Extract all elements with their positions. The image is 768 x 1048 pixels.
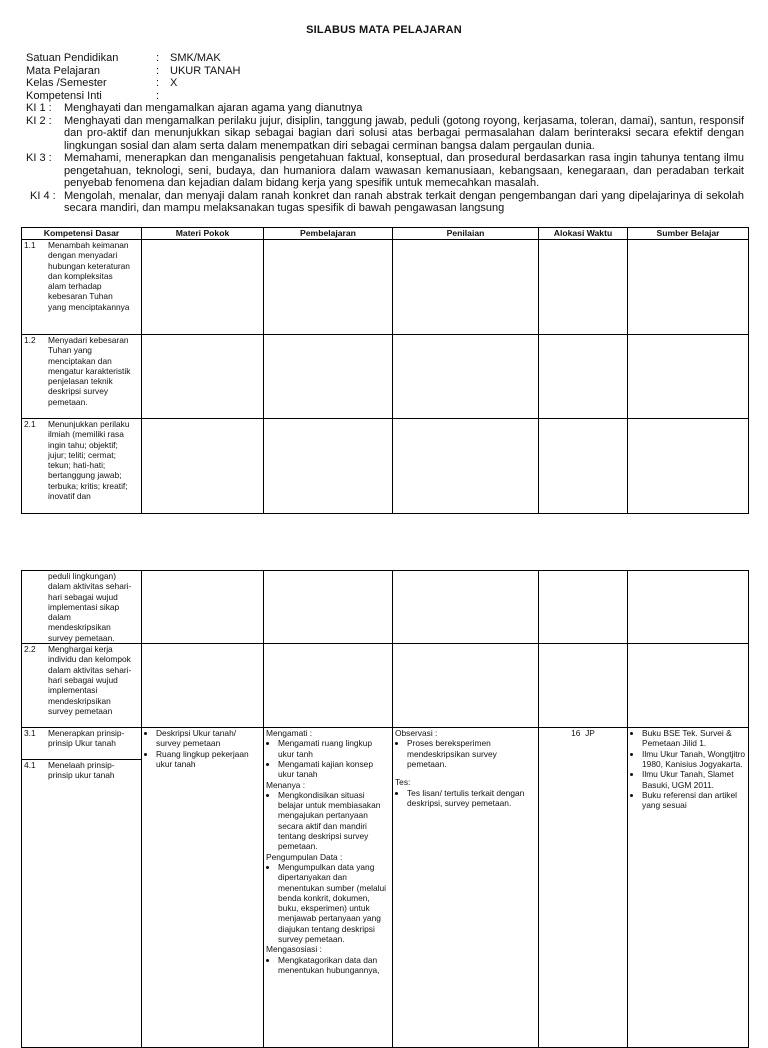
sumber-belajar-cell (628, 728, 749, 1048)
pembelajaran-cell (264, 728, 393, 1048)
kd-cell (22, 240, 142, 335)
header-penilaian: Penilaian (393, 228, 539, 240)
empty-cell (142, 419, 264, 514)
ki-row (26, 102, 744, 115)
table-row (22, 571, 749, 644)
list-item: • Deskripsi Ukur tanah/ survey pemetaan (156, 728, 261, 749)
table-row (22, 728, 749, 1048)
alokasi-waktu-cell (539, 728, 628, 1048)
learning-step (266, 944, 390, 975)
kd-number: 4.1 (24, 760, 36, 771)
assessment-group (395, 777, 536, 808)
empty-cell (264, 419, 393, 514)
table-row (22, 335, 749, 419)
empty-cell (539, 644, 628, 728)
empty-cell (264, 644, 393, 728)
kd-text: Menunjukkan perilaku ilmiah (memiliki rasa ingin tahu; objektif; jujur; teliti; cermat; tekun; hati-hati; bertanggung jawab; terbuka; kritis; kreatif; inovatif dan (48, 419, 130, 502)
assessment-group (395, 728, 536, 769)
list-item: • Mengamati kajian konsep ukur tanah (278, 759, 390, 780)
empty-cell (142, 571, 264, 644)
kd-text: Menambah keimanan dengan menyadari hubungan keteraturan dan kompleksitas alam terhadap kebesaran Tuhan yang menciptakannya (48, 240, 130, 312)
empty-cell (628, 240, 749, 335)
step-heading: Pengumpulan Data : (266, 851, 343, 862)
step-heading: Mengamati : (266, 728, 313, 739)
ki-key: KI 4 : (30, 189, 56, 202)
kd-cell (22, 728, 142, 1048)
list-item: • Mengkondisikan situasi belajar untuk membiasakan mengajukan pertanyaan secara aktif dan mandiri tentang deskripsi survey pemetaan. (278, 790, 390, 852)
kd-text: Menghargai kerja individu dan kelompok dalam aktivitas sehari-hari sebagai wujud implementasi mendeskripsikan survey pemetaan (48, 644, 132, 716)
info-colon: : (156, 77, 160, 90)
empty-cell (393, 644, 539, 728)
list-item: • Tes lisan/ tertulis terkait dengan deskripsi, survey pemetaan. (407, 788, 536, 809)
syllabus-table-part-1 (21, 227, 749, 514)
info-value: SMK/MAK (170, 52, 221, 64)
list-item: • Mengumpulkan data yang dipertanyakan dan menentukan sumber (melalui benda konkrit, dokumen, buku, eksperimen) untuk menjawab pertanyaan yang diajukan tentang deskripsi survey pemetaan. (278, 862, 390, 944)
info-key: Mata Pelajaran (26, 64, 100, 77)
ki-text: Menghayati dan mengamalkan perilaku jujur, disiplin, tanggung jawab, peduli (gotong royong, kerjasama, toleran, damai), santun, responsif dan pro-aktif dan menunjukkan sikap sebagai bagian dari solusi atas berbagai permasalahan dalam berinteraksi secara efektif dengan lingkungan sosial dan alam serta dalam menempatkan diri sebagai cerminan bangsa dalam pergaulan dunia. (64, 114, 744, 152)
kd-cell (22, 419, 142, 514)
kd-number: 3.1 (24, 728, 36, 739)
assessment-heading: Tes: (395, 777, 411, 788)
list-item: • Mengkatagorikan data dan menentukan hubungannya, (278, 955, 390, 976)
ki-text: Memahami, menerapkan dan menganalisis pengetahuan faktual, konseptual, dan prosedural berdasarkan rasa ingin tahunya tentang ilmu pengetahuan, teknologi, seni, budaya, dan humaniora dalam wawasan kemanusiaan, kebangsaan, kenegaraan, dan peradaban terkait penyebab fenomena dan kejadian dalam bidang kerja yang spesifik untuk memecahkan masalah. (64, 152, 744, 189)
empty-cell (539, 240, 628, 335)
info-key: Kelas /Semester (26, 77, 107, 90)
info-row (26, 65, 241, 78)
list-item: • Ilmu Ukur Tanah, Wongtjitro 1980, Kanisius Jogyakarta. (642, 749, 746, 770)
empty-cell (264, 240, 393, 335)
empty-cell (142, 644, 264, 728)
ki-key: KI 1 : (26, 102, 52, 114)
empty-cell (628, 571, 749, 644)
ki-text: Mengolah, menalar, dan menyaji dalam ranah konkret dan ranah abstrak terkait dengan pengembangan dari yang dipelajarinya di sekolah secara mandiri, dan mampu melaksanakan tugas spesifik di bawah pengawasan langsung (64, 189, 744, 214)
ki-row (26, 115, 744, 153)
empty-cell (264, 571, 393, 644)
kd-number: 2.2 (24, 644, 36, 655)
ki-text: Menghayati dan mengamalkan ajaran agama yang dianutnya (64, 102, 363, 114)
empty-cell (264, 335, 393, 419)
document-title: SILABUS MATA PELAJARAN (306, 24, 462, 36)
header-materi-pokok: Materi Pokok (142, 228, 264, 240)
ki-key: KI 3 : (26, 152, 52, 164)
empty-cell (393, 419, 539, 514)
list-item: • Proses bereksperimen mendeskripsikan survey pemetaan. (407, 738, 536, 769)
table-row (22, 419, 749, 514)
time-allocation: 16 JP (571, 728, 595, 739)
empty-cell (393, 571, 539, 644)
list-item: • Ilmu Ukur Tanah, Slamet Basuki, UGM 2011. (642, 769, 746, 790)
empty-cell (393, 240, 539, 335)
kd-number: 1.1 (24, 240, 36, 250)
empty-cell (628, 335, 749, 419)
learning-step (266, 780, 390, 852)
empty-cell (142, 335, 264, 419)
header-pembelajaran: Pembelajaran (264, 228, 393, 240)
kd-cell (22, 571, 142, 644)
materi-list (144, 728, 261, 769)
kd-text: Menyadari kebesaran Tuhan yang menciptakan dan mengatur karakteristik penjelasan teknik deskripsi survey pemetaan. (48, 335, 131, 407)
empty-cell (539, 335, 628, 419)
header-sumber-belajar: Sumber Belajar (628, 228, 749, 240)
step-heading: Mengasosiasi : (266, 944, 322, 955)
kd-number: 2.1 (24, 419, 36, 429)
materi-pokok-cell (142, 728, 264, 1048)
kd-text: peduli lingkungan) dalam aktivitas sehari-hari sebagai wujud implementasi sikap dalam mendeskripsikan survey pemetaan. (48, 571, 132, 643)
empty-cell (539, 419, 628, 514)
info-value: X (170, 77, 178, 90)
list-item: • Ruang lingkup pekerjaan ukur tanah (156, 749, 261, 770)
assessment-heading: Observasi : (395, 728, 438, 739)
header-alokasi-waktu: Alokasi Waktu (539, 228, 628, 240)
empty-cell (628, 419, 749, 514)
ki-key: KI 2 : (26, 114, 52, 127)
info-colon: : (156, 89, 160, 102)
info-value: UKUR TANAH (170, 64, 241, 77)
info-colon: : (156, 64, 160, 77)
kd-text: Menerapkan prinsip-prinsip Ukur tanah (48, 728, 125, 749)
empty-cell (393, 335, 539, 419)
table-row (22, 240, 749, 335)
syllabus-table-part-2 (21, 570, 749, 1048)
ki-row (26, 190, 744, 215)
learning-step (266, 728, 390, 779)
kd-cell (22, 644, 142, 728)
kd-cell (22, 335, 142, 419)
table-row (22, 644, 749, 728)
empty-cell (628, 644, 749, 728)
kd-text: Menelaah prinsip-prinsip ukur tanah (48, 760, 115, 781)
header-kompetensi-dasar: Kompetensi Dasar (22, 228, 142, 240)
table-header-row (22, 228, 749, 240)
info-key: Kompetensi Inti (26, 89, 102, 102)
info-row (26, 90, 241, 103)
step-heading: Menanya : (266, 779, 306, 790)
info-colon: : (156, 52, 160, 64)
empty-cell (539, 571, 628, 644)
list-item: • Buku BSE Tek. Survei & Pemetaan Jilid 1. (642, 728, 746, 749)
empty-cell (142, 240, 264, 335)
identity-block (26, 52, 241, 102)
info-row (26, 52, 241, 65)
ki-row (26, 152, 744, 190)
list-item: • Mengamati ruang lingkup ukur tanh (278, 738, 390, 759)
info-key: Satuan Pendidikan (26, 52, 119, 64)
penilaian-cell (393, 728, 539, 1048)
list-item: • Buku referensi dan artikel yang sesuai (642, 790, 746, 811)
core-competencies (26, 102, 744, 215)
sources-list (630, 728, 746, 810)
learning-step (266, 852, 390, 945)
info-row (26, 77, 241, 90)
kd-number: 1.2 (24, 335, 36, 345)
